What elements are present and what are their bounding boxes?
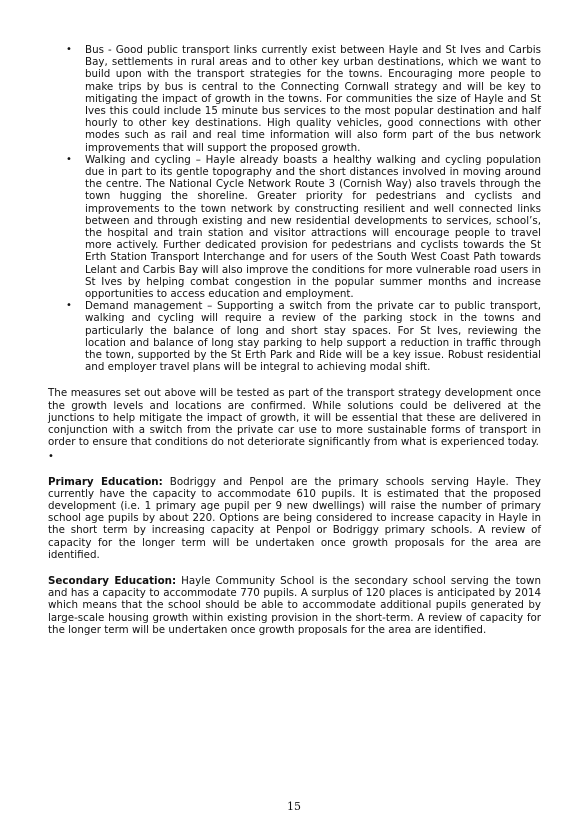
secondary-education-heading: Secondary Education: bbox=[48, 574, 177, 587]
page-content bbox=[48, 44, 541, 636]
page-number: 15 bbox=[287, 800, 301, 813]
empty-bullet: • bbox=[48, 450, 54, 462]
bullet-walking-cycling: • Walking and cycling – Hayle already boasts a healthy walking and cycling population due in part to its gentle topography and the short distances involved in moving around the centre. The National Cycle Network Route 3 (Cornish Way) also travels through the town hugging the shoreline. Greater priority for pedestrians and cyclists and improvements to the town network by constructing resilient and well connected links between and through existing and new residential developments to services, school’s, the hospital and train station and visitor attractions will encourage people to travel more actively. Further dedicated provision for pedestrians and cyclists towards the St Erth Station Transport Interchange and for users of the South West Coast Path towards Lelant and Carbis Bay will also improve the conditions for more vulnerable road users in St Ives by helping combat congestion in the popular summer months and increase opportunities to access education and employment. bbox=[85, 154, 541, 300]
primary-education-paragraph bbox=[48, 476, 541, 561]
secondary-education-paragraph bbox=[48, 575, 541, 636]
transport-bullet-list bbox=[48, 44, 541, 373]
measures-paragraph: The measures set out above will be tested as part of the transport strategy development once the growth levels and locations are confirmed. While solutions could be delivered at the junctions to help mitigate the impact of growth, it will be essential that these are delivered in conjunction with a switch from the private car use to more sustainable forms of transport in order to ensure that conditions do not deteriorate significantly from what is experienced today. bbox=[48, 387, 541, 449]
primary-education-heading: Primary Education: bbox=[48, 475, 163, 488]
bullet-demand-management: • Demand management – Supporting a switch from the private car to public transport, walking and cycling will require a review of the parking stock in the towns and particularly the balance of long and short stay spaces. For St Ives, reviewing the location and balance of long stay parking to help support a reduction in traffic through the town, supported by the St Erth Park and Ride will be a key issue. Robust residential and employer travel plans will be integral to achieving modal shift. bbox=[85, 300, 541, 373]
primary-education-text: Bodriggy and Penpol are the primary schools serving Hayle. They currently have the capacity to accommodate 610 pupils. It is estimated that the proposed development (i.e. 1 primary age pupil per 9 new dwellings) will raise the number of primary school age pupils by about 220. Options are being considered to increase capacity in Hayle in the short term by increasing capacity at Penpol or Bodriggy primary schools. A review of capacity for the longer term will be undertaken once growth proposals for the area are identified. bbox=[48, 475, 542, 561]
bullet-bus: • Bus - Good public transport links currently exist between Hayle and St Ives and Carbis Bay, settlements in rural areas and to other key urban destinations, which we want to build upon with the transport strategies for the towns. Encouraging more people to make trips by bus is central to the Connecting Cornwall strategy and will be key to mitigating the impact of growth in the towns. For communities the size of Hayle and St Ives this could include 15 minute bus services to the most popular destination and half hourly to other key destinations. High quality vehicles, good connections with other modes such as rail and real time information will also form part of the bus network improvements that will support the proposed growth. bbox=[85, 44, 541, 154]
secondary-education-text: Hayle Community School is the secondary school serving the town and has a capacity to accommodate 770 pupils. A surplus of 120 places is anticipated by 2014 which means that the school should be able to accommodate additional pupils generated by large-scale housing growth within existing provision in the short-term. A review of capacity for the longer term will be undertaken once growth proposals for the area are identified. bbox=[48, 574, 541, 636]
